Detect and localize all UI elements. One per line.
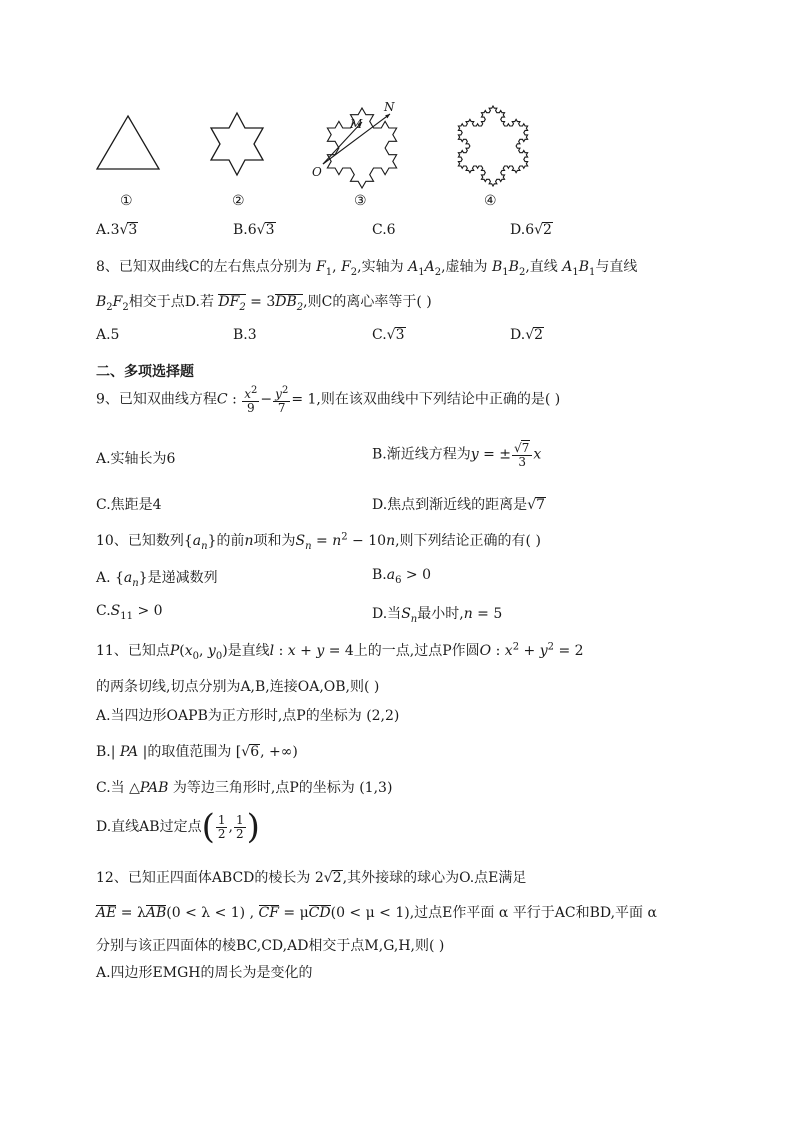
q7-option-a: A.3√3 (96, 222, 138, 238)
q11-option-b: B.| PA |的取值范围为 [√6, +∞) (96, 744, 298, 760)
q9-option-c: C.焦距是4 (96, 497, 162, 513)
q9-option-d: D.焦点到渐近线的距离是√7 (372, 497, 546, 513)
q8-option-a: A.5 (96, 327, 120, 343)
label-O: O (312, 165, 322, 179)
q12-stem-line2: AE = λAB(0 < λ < 1) , CF = μCD(0 < μ < 1),过点E作平面 α 平行于AC和BD,平面 α (96, 905, 657, 921)
q10-option-b: $B.a_6 > 0$ (372, 567, 432, 586)
figure-triangle (95, 114, 161, 172)
figure-koch-level3 (312, 98, 412, 190)
q9-option-b: B.渐近线方程为y = ± $\frac{√7}{3}$ x (372, 441, 542, 469)
figure-label-2: ② (232, 193, 245, 209)
q8-stem-line2: $B_2F_2$相交于点D.若 $DF_2 = 3DB_2$,则C的离心率等于( ) (96, 294, 432, 313)
q12-stem-line3: 分别与该正四面体的棱BC,CD,AD相交于点M,G,H,则( ) (96, 938, 445, 954)
q10-option-c: $C.S_{11} > 0$ (96, 603, 163, 622)
q11-option-a: A.当四边形OAPB为正方形时,点P的坐标为 (2,2) (96, 708, 400, 724)
q10-stem: 10、已知数列$\{a_n\}$的前n项和为$S_n = n^2 - 10n$,则下列结论正确的有( ) (96, 531, 541, 552)
q11-option-c: C.当 △PAB 为等边三角形时,点P的坐标为 (1,3) (96, 780, 393, 796)
figure-label-1: ① (120, 193, 133, 209)
figure-koch-level4 (443, 96, 543, 188)
figure-hexagram (206, 111, 268, 177)
q12-option-a: A.四边形EMGH的周长为是变化的 (96, 965, 313, 981)
q9-option-a: A.实轴长为6 (96, 451, 176, 467)
figure-label-3: ③ (354, 193, 367, 209)
label-M: M (350, 117, 363, 131)
label-N: N (384, 100, 395, 114)
q7-option-b: B.6√3 (233, 222, 275, 238)
q8-stem-line1: 8、已知双曲线C的左右焦点分别为 $F_1$, $F_2$,实轴为 $A_1A_2$,虚轴为 $B_1B_2$,直线 $A_1B_1$与直线 (96, 259, 638, 278)
q7-option-c: C.6 (372, 222, 396, 238)
q7-option-d: D.6√2 (510, 222, 552, 238)
q12-stem-line1: 12、已知正四面体ABCD的棱长为 2√2,其外接球的球心为O.点E满足 (96, 870, 527, 886)
section-title-multiple-choice: 二、多项选择题 (96, 364, 194, 380)
q11-stem-line1: 11、已知点$P(x_0$, $y_0$)是直线l : x + y = 4上的一点,过点P作圆O : $x^2 + y^2 = 2$ (96, 641, 584, 662)
q10-option-a: A. $\{a_n\}$是递减数列 (96, 570, 218, 589)
koch-outline (458, 106, 527, 186)
q8-option-d: D.√2 (510, 327, 544, 343)
q9-stem: 9、已知双曲线方程C : $\frac{x^2}{9}$ − $\frac{y^2}{7}$ = 1,则在该双曲线中下列结论中正确的是( ) (96, 385, 561, 415)
q10-option-d: D.当$S_n$最小时,n = 5 (372, 606, 503, 625)
q11-stem-line2: 的两条切线,切点分别为A,B,连接OA,OB,则( ) (96, 679, 380, 695)
figure-label-4: ④ (484, 193, 497, 209)
q8-option-c: C.√3 (372, 327, 405, 343)
q11-option-d: D.直线AB过定点( $\frac{1}{2}$ , $\frac{1}{2}$ ) (96, 807, 260, 847)
q8-option-b: B.3 (233, 327, 257, 343)
